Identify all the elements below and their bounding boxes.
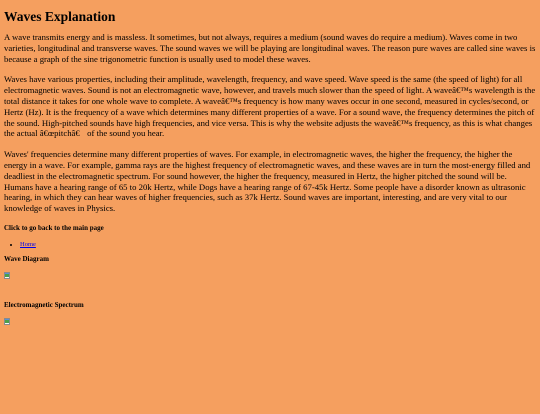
- paragraph-properties: Waves have various properties, including their amplitude, wavelength, frequency, and wave speed. Wave speed is the same (the speed of light) for all electromagnetic waves. Sound is not an electromagnetic wave, however, and travels much slower than the speed of light. A waveâ€™s wavelength is the total distance it takes for one whole wave to complete. A waveâ€™s frequency is how many waves occur in one second, measured in cycles/second, or Hertz (Hz). It is the frequency of a wave which determines many different properties of a wave. For a sound wave, the frequency determines the pitch of the sound. High-pitched sounds have high frequencies, and vice versa. This is why the website adjusts the waveâ€™s frequency, as this is what changes the actual â€œpitchâ€ of the sound you hear.: [4, 74, 536, 139]
- nav-list: [4, 241, 536, 249]
- page-title: Waves Explanation: [4, 9, 116, 24]
- home-link[interactable]: Home: [20, 240, 36, 248]
- broken-image-icon: [4, 318, 11, 326]
- page-content: [0, 9, 540, 341]
- paragraph-intro: A wave transmits energy and is massless. It sometimes, but not always, requires a medium (sound waves do require a medium). Waves come in two varieties, longitudinal and transverse waves. The sound waves we will be playing are longitudinal waves. The reason pure waves are called sine waves is because a graph of the sine trigonometric function is usually used to model these waves.: [4, 32, 536, 64]
- back-heading: Click to go back to the main page: [4, 223, 104, 232]
- broken-image-icon: [4, 272, 11, 280]
- spectrum-heading: Electromagnetic Spectrum: [4, 300, 84, 309]
- wave-diagram-heading: Wave Diagram: [4, 254, 49, 263]
- list-item-home: [20, 241, 536, 249]
- paragraph-frequencies: Waves' frequencies determine many different properties of waves. For example, in electromagnetic waves, the higher the frequency, the higher the energy in a wave. For example, gamma rays are the highest frequency of electromagnetic waves, and these waves are in turn the most-energy filled and deadliest in the electromagnetic spectrum. For sound however, the higher the frequency, measured in Hertz, the higher pitched the sound will be. Humans have a hearing range of 65 to 20k Hertz, while Dogs have a hearing range of 67-45k Hertz. Some people have a disorder known as ultrasonic hearing, in which they can hear waves of higher frequencies, such as 37k Hertz. Sound waves are important, interesting, and are very vital to our knowledge of waves in Physics.: [4, 149, 531, 214]
